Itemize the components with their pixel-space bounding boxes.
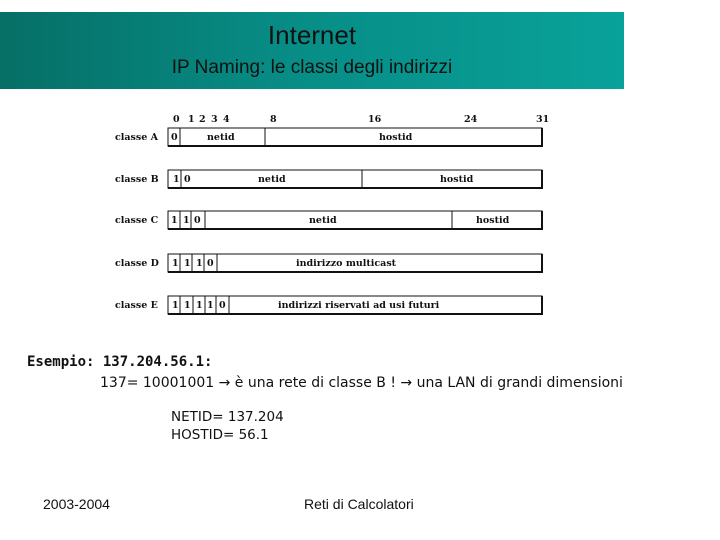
footer-course: Reti di Calcolatori bbox=[304, 496, 414, 512]
prefix-bit: 1 bbox=[196, 258, 203, 269]
bit-tick: 8 bbox=[270, 114, 277, 125]
prefix-bit: 1 bbox=[172, 258, 179, 269]
field-netid: netid bbox=[207, 132, 235, 143]
bit-tick: 1 bbox=[188, 114, 195, 125]
field-netid: netid bbox=[309, 215, 337, 226]
example-binary-line: 137= 10001001 → è una rete di classe B ! → una LAN di grandi dimensioni bbox=[100, 375, 623, 391]
prefix-bit: 1 bbox=[184, 258, 191, 269]
prefix-bit: 0 bbox=[184, 174, 191, 185]
prefix-bit: 0 bbox=[219, 300, 226, 311]
class-label: classe C bbox=[115, 215, 159, 226]
bit-tick: 2 bbox=[199, 114, 206, 125]
slide-title: Internet bbox=[267, 20, 357, 50]
prefix-bit: 0 bbox=[207, 258, 214, 269]
field-hostid: hostid bbox=[440, 174, 474, 185]
prefix-bit: 1 bbox=[173, 174, 180, 185]
class-label: classe A bbox=[115, 132, 158, 143]
bit-tick: 0 bbox=[173, 114, 180, 125]
prefix-bit: 1 bbox=[207, 300, 214, 311]
bit-tick: 4 bbox=[223, 114, 230, 125]
prefix-bit: 1 bbox=[196, 300, 203, 311]
field-multicast: indirizzo multicast bbox=[296, 258, 397, 269]
slide-subtitle: IP Naming: le classi degli indirizzi bbox=[171, 57, 453, 78]
prefix-bit: 1 bbox=[172, 300, 179, 311]
field-reserved: indirizzi riservati ad usi futuri bbox=[278, 300, 440, 311]
example-netid: NETID= 137.204 bbox=[171, 409, 284, 425]
bit-tick: 24 bbox=[464, 114, 478, 125]
bit-tick: 31 bbox=[536, 114, 550, 125]
bit-tick: 3 bbox=[211, 114, 218, 125]
footer-year: 2003-2004 bbox=[43, 496, 110, 512]
class-label: classe B bbox=[115, 174, 159, 185]
field-hostid: hostid bbox=[476, 215, 510, 226]
class-label: classe E bbox=[115, 300, 158, 311]
prefix-bit: 0 bbox=[194, 215, 201, 226]
example-hostid: HOSTID= 56.1 bbox=[171, 427, 269, 443]
prefix-bit: 0 bbox=[171, 132, 178, 143]
prefix-bit: 1 bbox=[171, 215, 178, 226]
bit-tick: 16 bbox=[368, 114, 382, 125]
prefix-bit: 1 bbox=[184, 300, 191, 311]
class-b-frame bbox=[168, 170, 542, 188]
prefix-bit: 1 bbox=[183, 215, 190, 226]
field-hostid: hostid bbox=[379, 132, 413, 143]
example-label: Esempio: 137.204.56.1: bbox=[27, 354, 213, 370]
field-netid: netid bbox=[258, 174, 286, 185]
class-label: classe D bbox=[115, 258, 159, 269]
